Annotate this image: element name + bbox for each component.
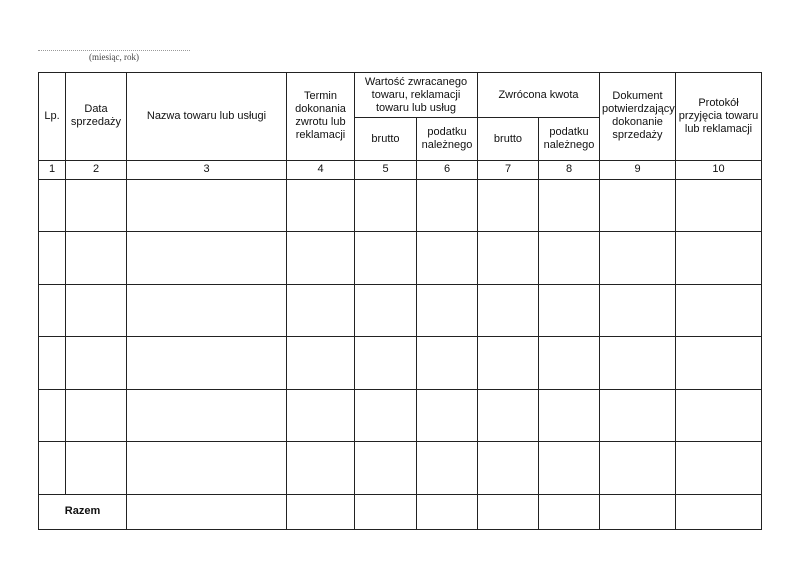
entry-cell[interactable] — [39, 442, 66, 494]
entry-cell[interactable] — [600, 337, 676, 389]
entry-cell[interactable] — [417, 389, 478, 441]
entry-cell[interactable] — [600, 179, 676, 231]
column-number: 4 — [287, 160, 355, 179]
totals-cell[interactable] — [127, 494, 287, 529]
entry-cell[interactable] — [355, 337, 417, 389]
entry-cell[interactable] — [478, 442, 539, 494]
entry-cell[interactable] — [39, 179, 66, 231]
entry-cell[interactable] — [539, 284, 600, 336]
entry-cell[interactable] — [287, 179, 355, 231]
entry-cell[interactable] — [417, 232, 478, 284]
header-deadline: Termin dokonania zwrotu lub reklamacji — [287, 73, 355, 161]
entry-cell[interactable] — [600, 284, 676, 336]
entry-cell[interactable] — [676, 284, 762, 336]
entry-cell[interactable] — [539, 389, 600, 441]
column-number: 9 — [600, 160, 676, 179]
entry-cell[interactable] — [355, 179, 417, 231]
header-gross-amount: brutto — [478, 118, 539, 160]
entry-cell[interactable] — [676, 389, 762, 441]
entry-cell[interactable] — [66, 389, 127, 441]
entry-cell[interactable] — [287, 232, 355, 284]
entry-cell[interactable] — [417, 179, 478, 231]
column-number-row — [39, 160, 762, 179]
entry-cell[interactable] — [66, 232, 127, 284]
entry-cell[interactable] — [676, 232, 762, 284]
column-number: 1 — [39, 160, 66, 179]
entry-cell[interactable] — [417, 284, 478, 336]
totals-cell[interactable] — [355, 494, 417, 529]
entry-cell[interactable] — [39, 284, 66, 336]
entry-cell[interactable] — [478, 232, 539, 284]
entry-cell[interactable] — [478, 179, 539, 231]
entry-cell[interactable] — [39, 232, 66, 284]
header-item-name: Nazwa towaru lub usługi — [127, 73, 287, 161]
entry-cell[interactable] — [478, 389, 539, 441]
totals-label: Razem — [39, 494, 127, 529]
header-sale-date: Data sprzedaży — [66, 73, 127, 161]
totals-cell[interactable] — [600, 494, 676, 529]
entry-cell[interactable] — [127, 389, 287, 441]
entry-cell[interactable] — [39, 337, 66, 389]
entry-cell[interactable] — [478, 284, 539, 336]
entry-cell[interactable] — [127, 442, 287, 494]
entry-cell[interactable] — [66, 442, 127, 494]
totals-cell[interactable] — [417, 494, 478, 529]
header-returned-amount: Zwrócona kwota — [478, 73, 600, 118]
entry-cell[interactable] — [287, 284, 355, 336]
returns-register-table — [38, 72, 762, 530]
entry-cell[interactable] — [127, 284, 287, 336]
table-row — [39, 337, 762, 389]
period-label: (miesiąc, rok) — [89, 52, 139, 62]
table-row — [39, 284, 762, 336]
totals-cell[interactable] — [478, 494, 539, 529]
entry-cell[interactable] — [287, 389, 355, 441]
totals-cell[interactable] — [539, 494, 600, 529]
column-number: 7 — [478, 160, 539, 179]
totals-row — [39, 494, 762, 529]
header-lp: Lp. — [39, 73, 66, 161]
entry-cell[interactable] — [127, 337, 287, 389]
entry-cell[interactable] — [66, 337, 127, 389]
entry-cell[interactable] — [355, 442, 417, 494]
entry-cell[interactable] — [66, 179, 127, 231]
entry-cell[interactable] — [39, 389, 66, 441]
column-number: 2 — [66, 160, 127, 179]
entry-cell[interactable] — [127, 179, 287, 231]
entry-cell[interactable] — [539, 442, 600, 494]
entry-cell[interactable] — [287, 337, 355, 389]
header-returned-value: Wartość zwracanego towaru, reklamacji towaru lub usług — [355, 73, 478, 118]
header-row-top — [39, 73, 762, 118]
entry-cell[interactable] — [600, 442, 676, 494]
table-row — [39, 179, 762, 231]
entry-cell[interactable] — [676, 337, 762, 389]
entry-cell[interactable] — [417, 337, 478, 389]
entry-cell[interactable] — [355, 389, 417, 441]
entry-cell[interactable] — [417, 442, 478, 494]
header-gross-value: brutto — [355, 118, 417, 160]
entry-cell[interactable] — [539, 232, 600, 284]
column-number: 8 — [539, 160, 600, 179]
entry-cell[interactable] — [478, 337, 539, 389]
entry-cell[interactable] — [127, 232, 287, 284]
entry-cell[interactable] — [539, 337, 600, 389]
column-number: 3 — [127, 160, 287, 179]
entry-cell[interactable] — [539, 179, 600, 231]
header-document: Dokument potwierdzający dokonanie sprzedaży — [600, 73, 676, 161]
entry-cell[interactable] — [66, 284, 127, 336]
entry-cell[interactable] — [355, 284, 417, 336]
entry-cell[interactable] — [287, 442, 355, 494]
header-protocol: Protokół przyjęcia towaru lub reklamacji — [676, 73, 762, 161]
column-number: 10 — [676, 160, 762, 179]
entry-cell[interactable] — [600, 389, 676, 441]
table-row — [39, 442, 762, 494]
totals-cell[interactable] — [676, 494, 762, 529]
entry-cell[interactable] — [676, 442, 762, 494]
column-number: 5 — [355, 160, 417, 179]
entry-cell[interactable] — [600, 232, 676, 284]
table-row — [39, 232, 762, 284]
entry-cell[interactable] — [355, 232, 417, 284]
header-vat-value: podatku należnego — [417, 118, 478, 160]
column-number: 6 — [417, 160, 478, 179]
entry-cell[interactable] — [676, 179, 762, 231]
header-vat-amount: podatku należnego — [539, 118, 600, 160]
period-fill-line[interactable] — [38, 50, 190, 51]
totals-cell[interactable] — [287, 494, 355, 529]
table-row — [39, 389, 762, 441]
